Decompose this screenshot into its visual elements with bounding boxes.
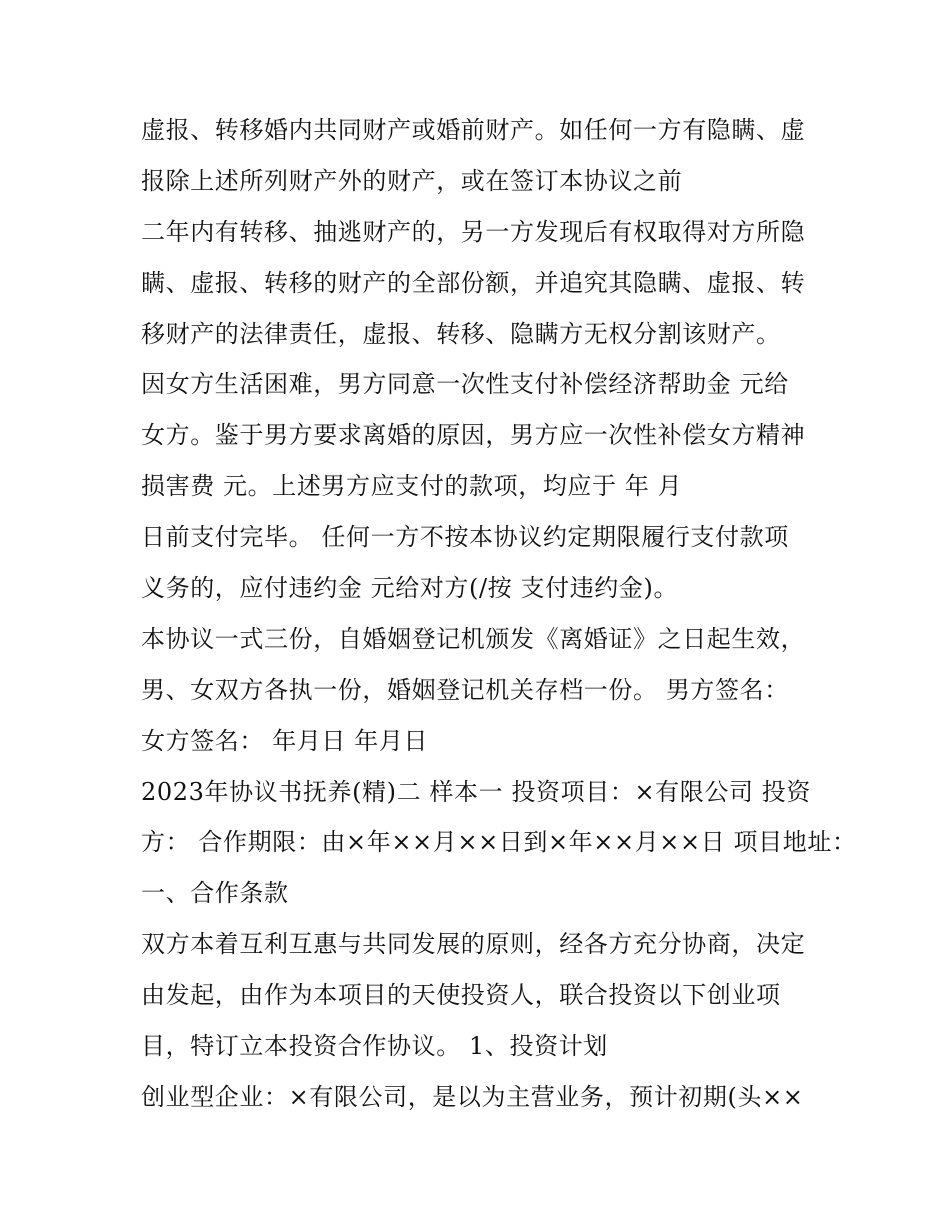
text-line: 本协议一式三份，自婚姻登记机颁发《离婚证》之日起生效， <box>141 624 806 653</box>
text-line: 方： 合作期限：由×年××月××日到×年××月××日 项目地址： <box>141 828 857 857</box>
text-line: 报除上述所列财产外的财产，或在签订本协议之前 <box>141 166 683 195</box>
text-line: 义务的，应付违约金 元给对方(/按 支付违约金)。 <box>141 574 679 603</box>
text-line: 2023年协议书抚养(精)二 样本一 投资项目：×有限公司 投资 <box>141 777 811 806</box>
text-line: 目，特订立本投资合作协议。 1、投资计划 <box>141 1032 608 1061</box>
text-line: 二年内有转移、抽逃财产的，另一方发现后有权取得对方所隐 <box>141 217 806 246</box>
text-line: 因女方生活困难，男方同意一次性支付补偿经济帮助金 元给 <box>141 370 789 399</box>
text-line: 双方本着互利互惠与共同发展的原则，经各方充分协商，决定 <box>141 930 806 959</box>
text-line: 创业型企业：×有限公司，是以为主营业务，预计初期(头×× <box>141 1082 804 1111</box>
text-line: 损害费 元。上述男方应支付的款项，均应于 年 月 <box>141 472 683 501</box>
text-line: 由发起，由作为本项目的天使投资人，联合投资以下创业项 <box>141 981 781 1010</box>
text-line: 女方签名： 年月日 年月日 <box>141 726 429 755</box>
document-body <box>141 108 857 1126</box>
text-line: 瞒、虚报、转移的财产的全部份额，并追究其隐瞒、虚报、转 <box>141 268 806 297</box>
text-line: 女方。鉴于男方要求离婚的原因，男方应一次性补偿女方精神 <box>141 421 806 450</box>
section-heading: 一、合作条款 <box>141 879 289 908</box>
text-line: 虚报、转移婚内共同财产或婚前财产。如任何一方有隐瞒、虚 <box>141 116 806 144</box>
text-line: 移财产的法律责任，虚报、转移、隐瞒方无权分割该财产。 <box>141 319 781 348</box>
text-line: 男、女双方各执一份，婚姻登记机关存档一份。 男方签名： <box>141 675 789 704</box>
text-line: 日前支付完毕。 任何一方不按本协议约定期限履行支付款项 <box>141 523 789 552</box>
